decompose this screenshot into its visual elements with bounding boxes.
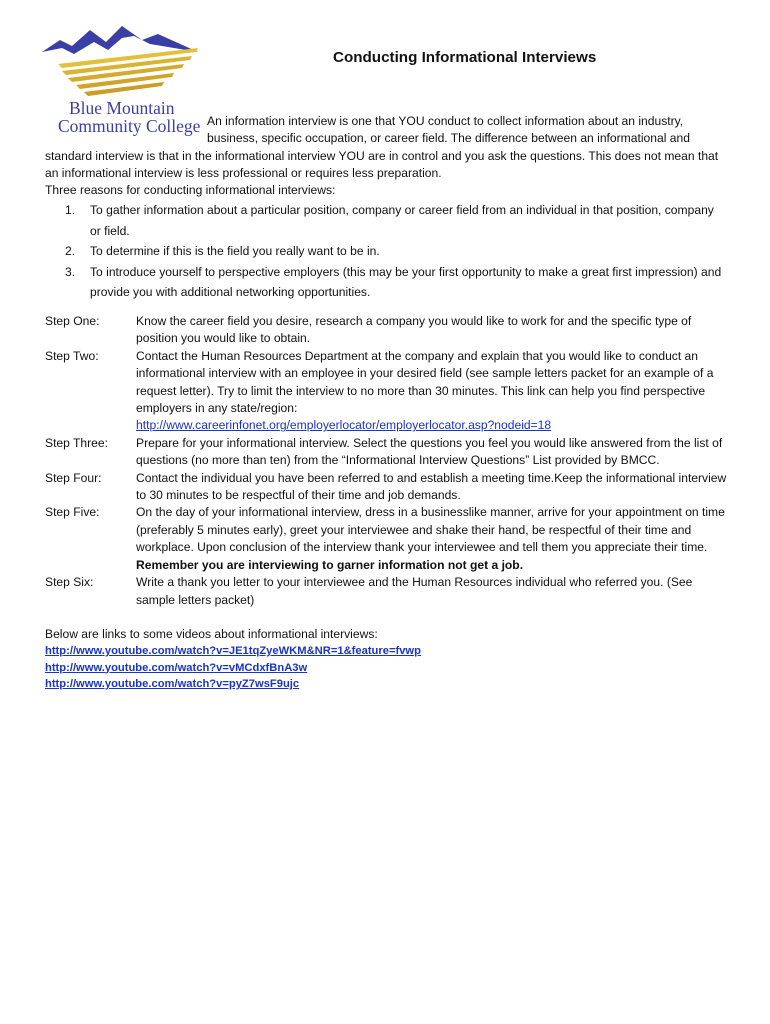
- videos-heading: Below are links to some videos about informational interviews:: [45, 627, 378, 641]
- employer-locator-link[interactable]: http://www.careerinfonet.org/employerlocator/employerlocator.asp?nodeid=18: [136, 418, 552, 433]
- step-text-block: [136, 504, 730, 574]
- step-text: On the day of your informational interview, dress in a businesslike manner, arrive for your appointment on time (preferably 5 minutes early), greet your interviewee and shake their hand, be respectful of their time and workplace. Upon conclusion of the interview thank your interviewee and tell them you appreciate their time.: [136, 505, 725, 555]
- video-links: [45, 643, 421, 693]
- page-title: Conducting Informational Interviews: [333, 49, 597, 66]
- logo-text-line2: Community College: [58, 116, 201, 136]
- video-link-3[interactable]: http://www.youtube.com/watch?v=pyZ7wsF9ujc: [45, 678, 300, 690]
- video-link-2[interactable]: http://www.youtube.com/watch?v=vMCdxfBnA3w: [45, 661, 308, 674]
- reasons-list: [65, 200, 725, 303]
- mountain-wheat-emblem: [38, 22, 206, 98]
- list-item-number: 2.: [65, 244, 76, 258]
- step-three: [45, 435, 730, 470]
- intro-paragraph-start: An information interview is one that YOU conduct to collect information about an industry, business, specific occupation, or career field. The difference between an informational and: [207, 114, 690, 146]
- step-five: [45, 504, 730, 574]
- step-text: Write a thank you letter to your interviewee and the Human Resources individual who referred you. (See sample letters packet): [136, 575, 693, 607]
- list-item-text: To gather information about a particular position, company or career field from an individual in that position, company or field.: [90, 203, 714, 238]
- list-item: [65, 241, 725, 262]
- intro-paragraph-continued: standard interview is that in the informational interview YOU are in control and you ask the questions. This does not mean that an informational interview is less professional or requires less preparation.: [45, 149, 719, 181]
- step-four: [45, 470, 730, 505]
- step-label: Step One:: [45, 314, 100, 328]
- step-six: [45, 574, 730, 609]
- list-item: [65, 262, 725, 303]
- video-link-1[interactable]: http://www.youtube.com/watch?v=JE1tqZyeWKM&NR=1&feature=fvwp: [45, 645, 421, 657]
- reasons-heading: Three reasons for conducting informational interviews:: [45, 183, 336, 197]
- step-one: [45, 313, 730, 348]
- logo-text-line1: Blue Mountain: [69, 98, 175, 118]
- step-text: Prepare for your informational interview. Select the questions you feel you would like answered from the list of questions (no more than ten) from the “Informational Interview Questions” List provided by BMCC.: [136, 435, 723, 468]
- step-label: Step Six:: [45, 575, 94, 590]
- step-text: Contact the individual you have been referred to and establish a meeting time.Keep the informational interview to 30 minutes to be respectful of their time and job demands.: [136, 470, 727, 503]
- step-text: Contact the Human Resources Department at the company and explain that you would like to conduct an informational interview with an employee in your desired field (see sample letters packet for an example of a request letter). Try to limit the interview to no more than 30 minutes. This link can help you find perspective employers in any state/region:: [136, 348, 714, 416]
- step-text: Know the career field you desire, research a company you would like to work for and the specific type of position you would like to obtain.: [136, 314, 692, 346]
- step-label: Step Three:: [45, 435, 108, 450]
- college-logo: [38, 22, 206, 138]
- step-emphasis: Remember you are interviewing to garner information not get a job.: [136, 557, 524, 572]
- step-text-block: [136, 348, 730, 435]
- step-two: [45, 348, 730, 435]
- steps-section: [45, 313, 730, 609]
- list-item-number: 3.: [65, 264, 76, 279]
- step-label: Step Two:: [45, 348, 99, 363]
- list-item-number: 1.: [65, 203, 76, 217]
- list-item: [65, 200, 725, 241]
- list-item-text: To introduce yourself to perspective employers (this may be your first opportunity to make a great first impression) and provide you with additional networking opportunities.: [90, 264, 722, 299]
- step-label: Step Five:: [45, 505, 100, 520]
- list-item-text: To determine if this is the field you really want to be in.: [90, 244, 380, 258]
- step-label: Step Four:: [45, 470, 102, 485]
